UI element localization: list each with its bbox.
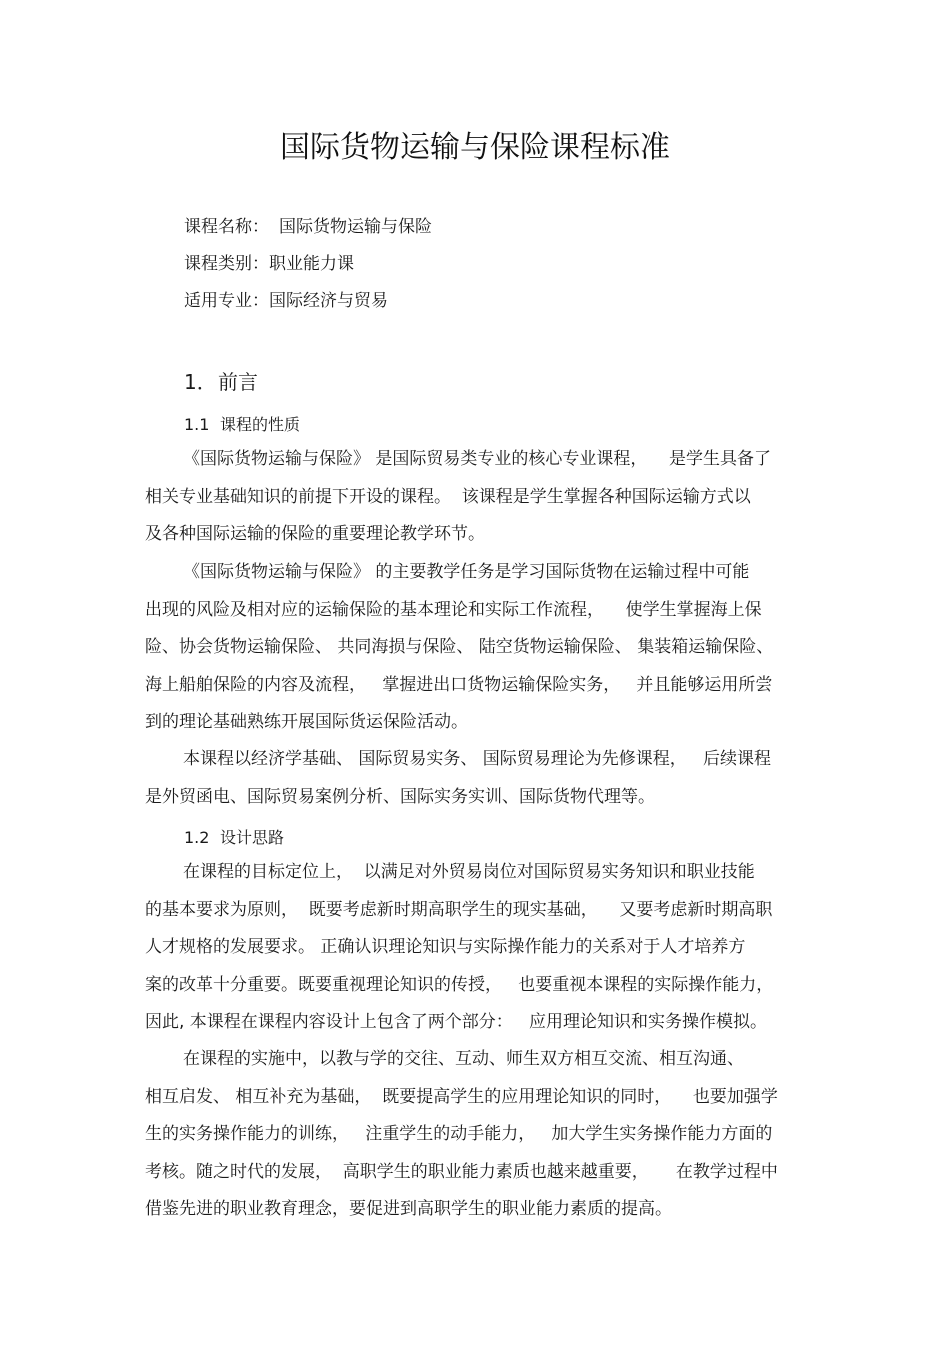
subsection-heading-design [184, 825, 284, 848]
text-line: 本课程以经济学基础、 国际贸易实务、 国际贸易理论为先修课程， 后续课程 [183, 749, 772, 769]
text-line: 在课程的实施中，以教与学的交往、互动、师生双方相互交流、相互沟通、 [183, 1049, 744, 1069]
meta-value: 职业能力课 [269, 254, 354, 274]
text-line: 相互启发、 相互补充为基础， 既要提高学生的应用理论知识的同时， 也要加强学 [145, 1086, 778, 1107]
text-line: 险、协会货物运输保险、 共同海损与保险、 陆空货物运输保险、 集装箱运输保险、 [145, 637, 774, 657]
text-line: 考核。随之时代的发展， 高职学生的职业能力素质也越来越重要， 在教学过程中 [145, 1161, 778, 1182]
meta-label: 课程名称： [184, 217, 269, 237]
section-title: 前言 [218, 370, 258, 394]
subsection-heading-nature [184, 412, 300, 435]
subsection-number: 1.2 [184, 828, 210, 847]
paragraph-teaching-task [145, 554, 805, 742]
section-heading-preface [184, 366, 258, 395]
text-line: 的基本要求为原则， 既要考虑新时期高职学生的现实基础， 又要考虑新时期高职 [145, 899, 773, 920]
text-line: 案的改革十分重要。既要重视理论知识的传授， 也要重视本课程的实际操作能力， [145, 974, 774, 995]
meta-applicable-major [184, 286, 388, 311]
paragraph-implementation [145, 1041, 805, 1229]
meta-label: 适用专业： [184, 291, 269, 311]
text-line: 因此, 本课程在课程内容设计上包含了两个部分： 应用理论知识和实务操作模拟。 [145, 1012, 768, 1032]
text-line: 生的实务操作能力的训练， 注重学生的动手能力， 加大学生实务操作能力方面的 [145, 1124, 773, 1144]
meta-value: 国际经济与贸易 [269, 291, 388, 311]
text-line: 相关专业基础知识的前提下开设的课程。 该课程是学生掌握各种国际运输方式以 [145, 486, 751, 507]
meta-course-type [184, 249, 354, 274]
text-line: 出现的风险及相对应的运输保险的基本理论和实际工作流程， 使学生掌握海上保 [145, 599, 762, 620]
section-number: 1． [184, 370, 217, 394]
subsection-title: 设计思路 [220, 828, 285, 847]
paragraph-prerequisites [145, 741, 805, 816]
text-line: 及各种国际运输的保险的重要理论教学环节。 [145, 524, 485, 544]
text-line: 借鉴先进的职业教育理念，要促进到高职学生的职业能力素质的提高。 [145, 1199, 672, 1219]
text-line: 在课程的目标定位上， 以满足对外贸易岗位对国际贸易实务知识和职业技能 [183, 862, 755, 882]
paragraph-course-nature [145, 441, 805, 554]
text-line: 海上船舶保险的内容及流程， 掌握进出口货物运输保险实务， 并且能够运用所尝 [145, 674, 773, 695]
paragraph-target-positioning [145, 854, 805, 1042]
text-line: 《国际货物运输与保险》 是国际贸易类专业的核心专业课程， 是学生具备了 [183, 449, 772, 469]
text-line: 人才规格的发展要求。 正确认识理论知识与实际操作能力的关系对于人才培养方 [145, 937, 746, 957]
meta-label: 课程类别： [184, 254, 269, 274]
text-line: 是外贸函电、国际贸易案例分析、国际实务实训、国际货物代理等。 [145, 786, 655, 807]
text-line: 《国际货物运输与保险》 的主要教学任务是学习国际货物在运输过程中可能 [183, 562, 750, 582]
text-line: 到的理论基础熟练开展国际货运保险活动。 [145, 712, 468, 732]
meta-course-name [184, 212, 432, 237]
subsection-number: 1.1 [184, 415, 210, 434]
document-title: 国际货物运输与保险课程标准 [280, 130, 670, 165]
subsection-title: 课程的性质 [220, 415, 301, 434]
meta-value: 国际货物运输与保险 [279, 217, 432, 237]
